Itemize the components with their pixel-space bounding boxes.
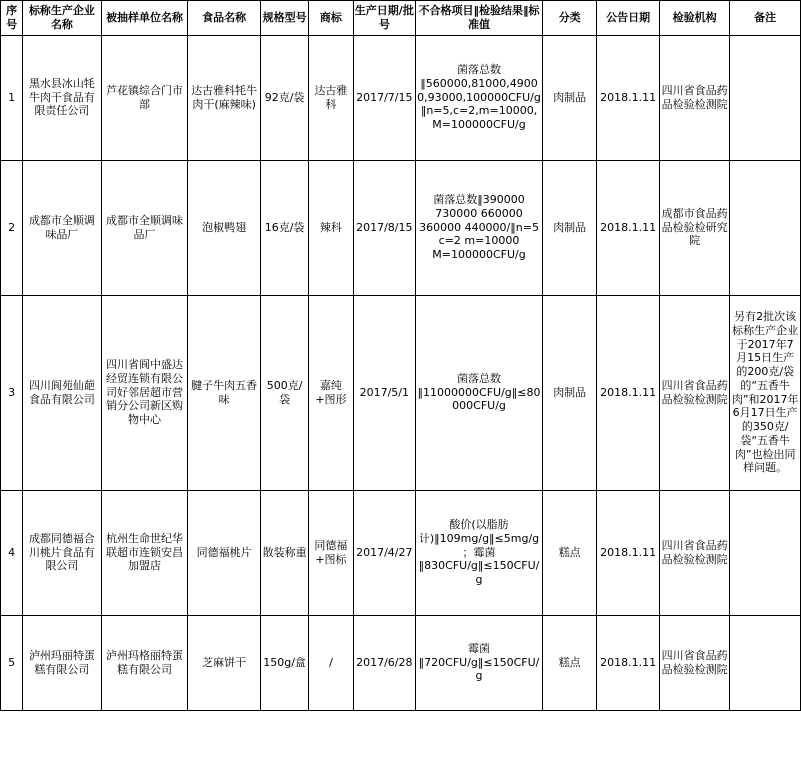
column-header-agency: 检验机构 — [659, 1, 730, 36]
column-header-failed-item: 不合格项目‖检验结果‖标准值 — [416, 1, 543, 36]
cell-failed-item: 菌落总数‖11000000CFU/g‖≤80000CFU/g — [416, 295, 543, 490]
cell-spec: 150g/盒 — [260, 615, 308, 710]
cell-product-name: 泡椒鸭翅 — [188, 160, 261, 295]
cell-seq: 5 — [1, 615, 23, 710]
cell-failed-item: 菌落总数‖390000 730000 660000 360000 440000/‖n=5 c=2 m=10000 M=100000CFU/g — [416, 160, 543, 295]
cell-seq: 4 — [1, 490, 23, 615]
cell-failed-item: 酸价(以脂肪计)‖109mg/g‖≤5mg/g；霉菌‖830CFU/g‖≤150CFU/g — [416, 490, 543, 615]
cell-spec: 92克/袋 — [260, 35, 308, 160]
cell-brand: 同德福+图标 — [309, 490, 353, 615]
table-row — [1, 490, 801, 615]
column-header-remark: 备注 — [730, 1, 801, 36]
table-row — [1, 35, 801, 160]
cell-sampled-unit: 成都市全顺调味品厂 — [101, 160, 188, 295]
cell-product-name: 芝麻饼干 — [188, 615, 261, 710]
cell-seq: 3 — [1, 295, 23, 490]
column-header-brand: 商标 — [309, 1, 353, 36]
table-header — [1, 1, 801, 36]
cell-seq: 1 — [1, 35, 23, 160]
cell-brand: 嘉纯+图形 — [309, 295, 353, 490]
cell-agency: 成都市食品药品检验检研究院 — [659, 160, 730, 295]
table-row — [1, 295, 801, 490]
cell-production-date: 2017/8/15 — [353, 160, 415, 295]
cell-company: 黑水县冰山牦牛肉干食品有限责任公司 — [23, 35, 102, 160]
table-row — [1, 615, 801, 710]
cell-spec: 500克/袋 — [260, 295, 308, 490]
cell-sampled-unit: 杭州生命世纪华联超市连锁安昌加盟店 — [101, 490, 188, 615]
cell-seq: 2 — [1, 160, 23, 295]
cell-sampled-unit: 芦花镇综合门市部 — [101, 35, 188, 160]
cell-remark: 另有2批次该标称生产企业于2017年7月15日生产的200克/袋的“五香牛肉”和2017年6月17日生产的350克/袋“五香牛肉”也检出同样问题。 — [730, 295, 801, 490]
cell-company: 成都同德福合川桃片食品有限公司 — [23, 490, 102, 615]
cell-spec: 16克/袋 — [260, 160, 308, 295]
cell-brand: 辣科 — [309, 160, 353, 295]
cell-company: 四川阆苑仙葩食品有限公司 — [23, 295, 102, 490]
cell-production-date: 2017/6/28 — [353, 615, 415, 710]
cell-announce-date: 2018.1.11 — [597, 35, 659, 160]
cell-spec: 散装称重 — [260, 490, 308, 615]
cell-remark — [730, 490, 801, 615]
column-header-production-date: 生产日期/批号 — [353, 1, 415, 36]
cell-agency: 四川省食品药品检验检测院 — [659, 615, 730, 710]
cell-category: 糕点 — [542, 615, 596, 710]
cell-announce-date: 2018.1.11 — [597, 160, 659, 295]
cell-production-date: 2017/4/27 — [353, 490, 415, 615]
cell-announce-date: 2018.1.11 — [597, 615, 659, 710]
column-header-seq: 序号 — [1, 1, 23, 36]
cell-brand: 达古雅科 — [309, 35, 353, 160]
cell-product-name: 腱子牛肉五香味 — [188, 295, 261, 490]
column-header-sampled-unit: 被抽样单位名称 — [101, 1, 188, 36]
cell-announce-date: 2018.1.11 — [597, 295, 659, 490]
cell-failed-item: 菌落总数‖560000,81000,49000,93000,100000CFU/g‖n=5,c=2,m=10000,M=100000CFU/g — [416, 35, 543, 160]
cell-remark — [730, 615, 801, 710]
cell-brand: / — [309, 615, 353, 710]
cell-product-name: 同德福桃片 — [188, 490, 261, 615]
column-header-company: 标称生产企业名称 — [23, 1, 102, 36]
cell-remark — [730, 160, 801, 295]
cell-sampled-unit: 四川省阆中盛达经贸连锁有限公司好邻居超市营销分公司新区购物中心 — [101, 295, 188, 490]
column-header-spec: 规格型号 — [260, 1, 308, 36]
column-header-announce-date: 公告日期 — [597, 1, 659, 36]
column-header-product-name: 食品名称 — [188, 1, 261, 36]
cell-production-date: 2017/7/15 — [353, 35, 415, 160]
cell-remark — [730, 35, 801, 160]
cell-product-name: 达古雅科牦牛肉干(麻辣味) — [188, 35, 261, 160]
cell-production-date: 2017/5/1 — [353, 295, 415, 490]
column-header-category: 分类 — [542, 1, 596, 36]
cell-failed-item: 霉菌‖720CFU/g‖≤150CFU/g — [416, 615, 543, 710]
table-body — [1, 35, 801, 710]
cell-category: 肉制品 — [542, 160, 596, 295]
cell-company: 泸州玛丽特蛋糕有限公司 — [23, 615, 102, 710]
cell-agency: 四川省食品药品检验检测院 — [659, 35, 730, 160]
cell-category: 肉制品 — [542, 295, 596, 490]
cell-agency: 四川省食品药品检验检测院 — [659, 295, 730, 490]
cell-sampled-unit: 泸州玛格丽特蛋糕有限公司 — [101, 615, 188, 710]
table-row — [1, 160, 801, 295]
cell-category: 糕点 — [542, 490, 596, 615]
cell-agency: 四川省食品药品检验检测院 — [659, 490, 730, 615]
header-row — [1, 1, 801, 36]
cell-announce-date: 2018.1.11 — [597, 490, 659, 615]
cell-category: 肉制品 — [542, 35, 596, 160]
cell-company: 成都市全顺调味品厂 — [23, 160, 102, 295]
